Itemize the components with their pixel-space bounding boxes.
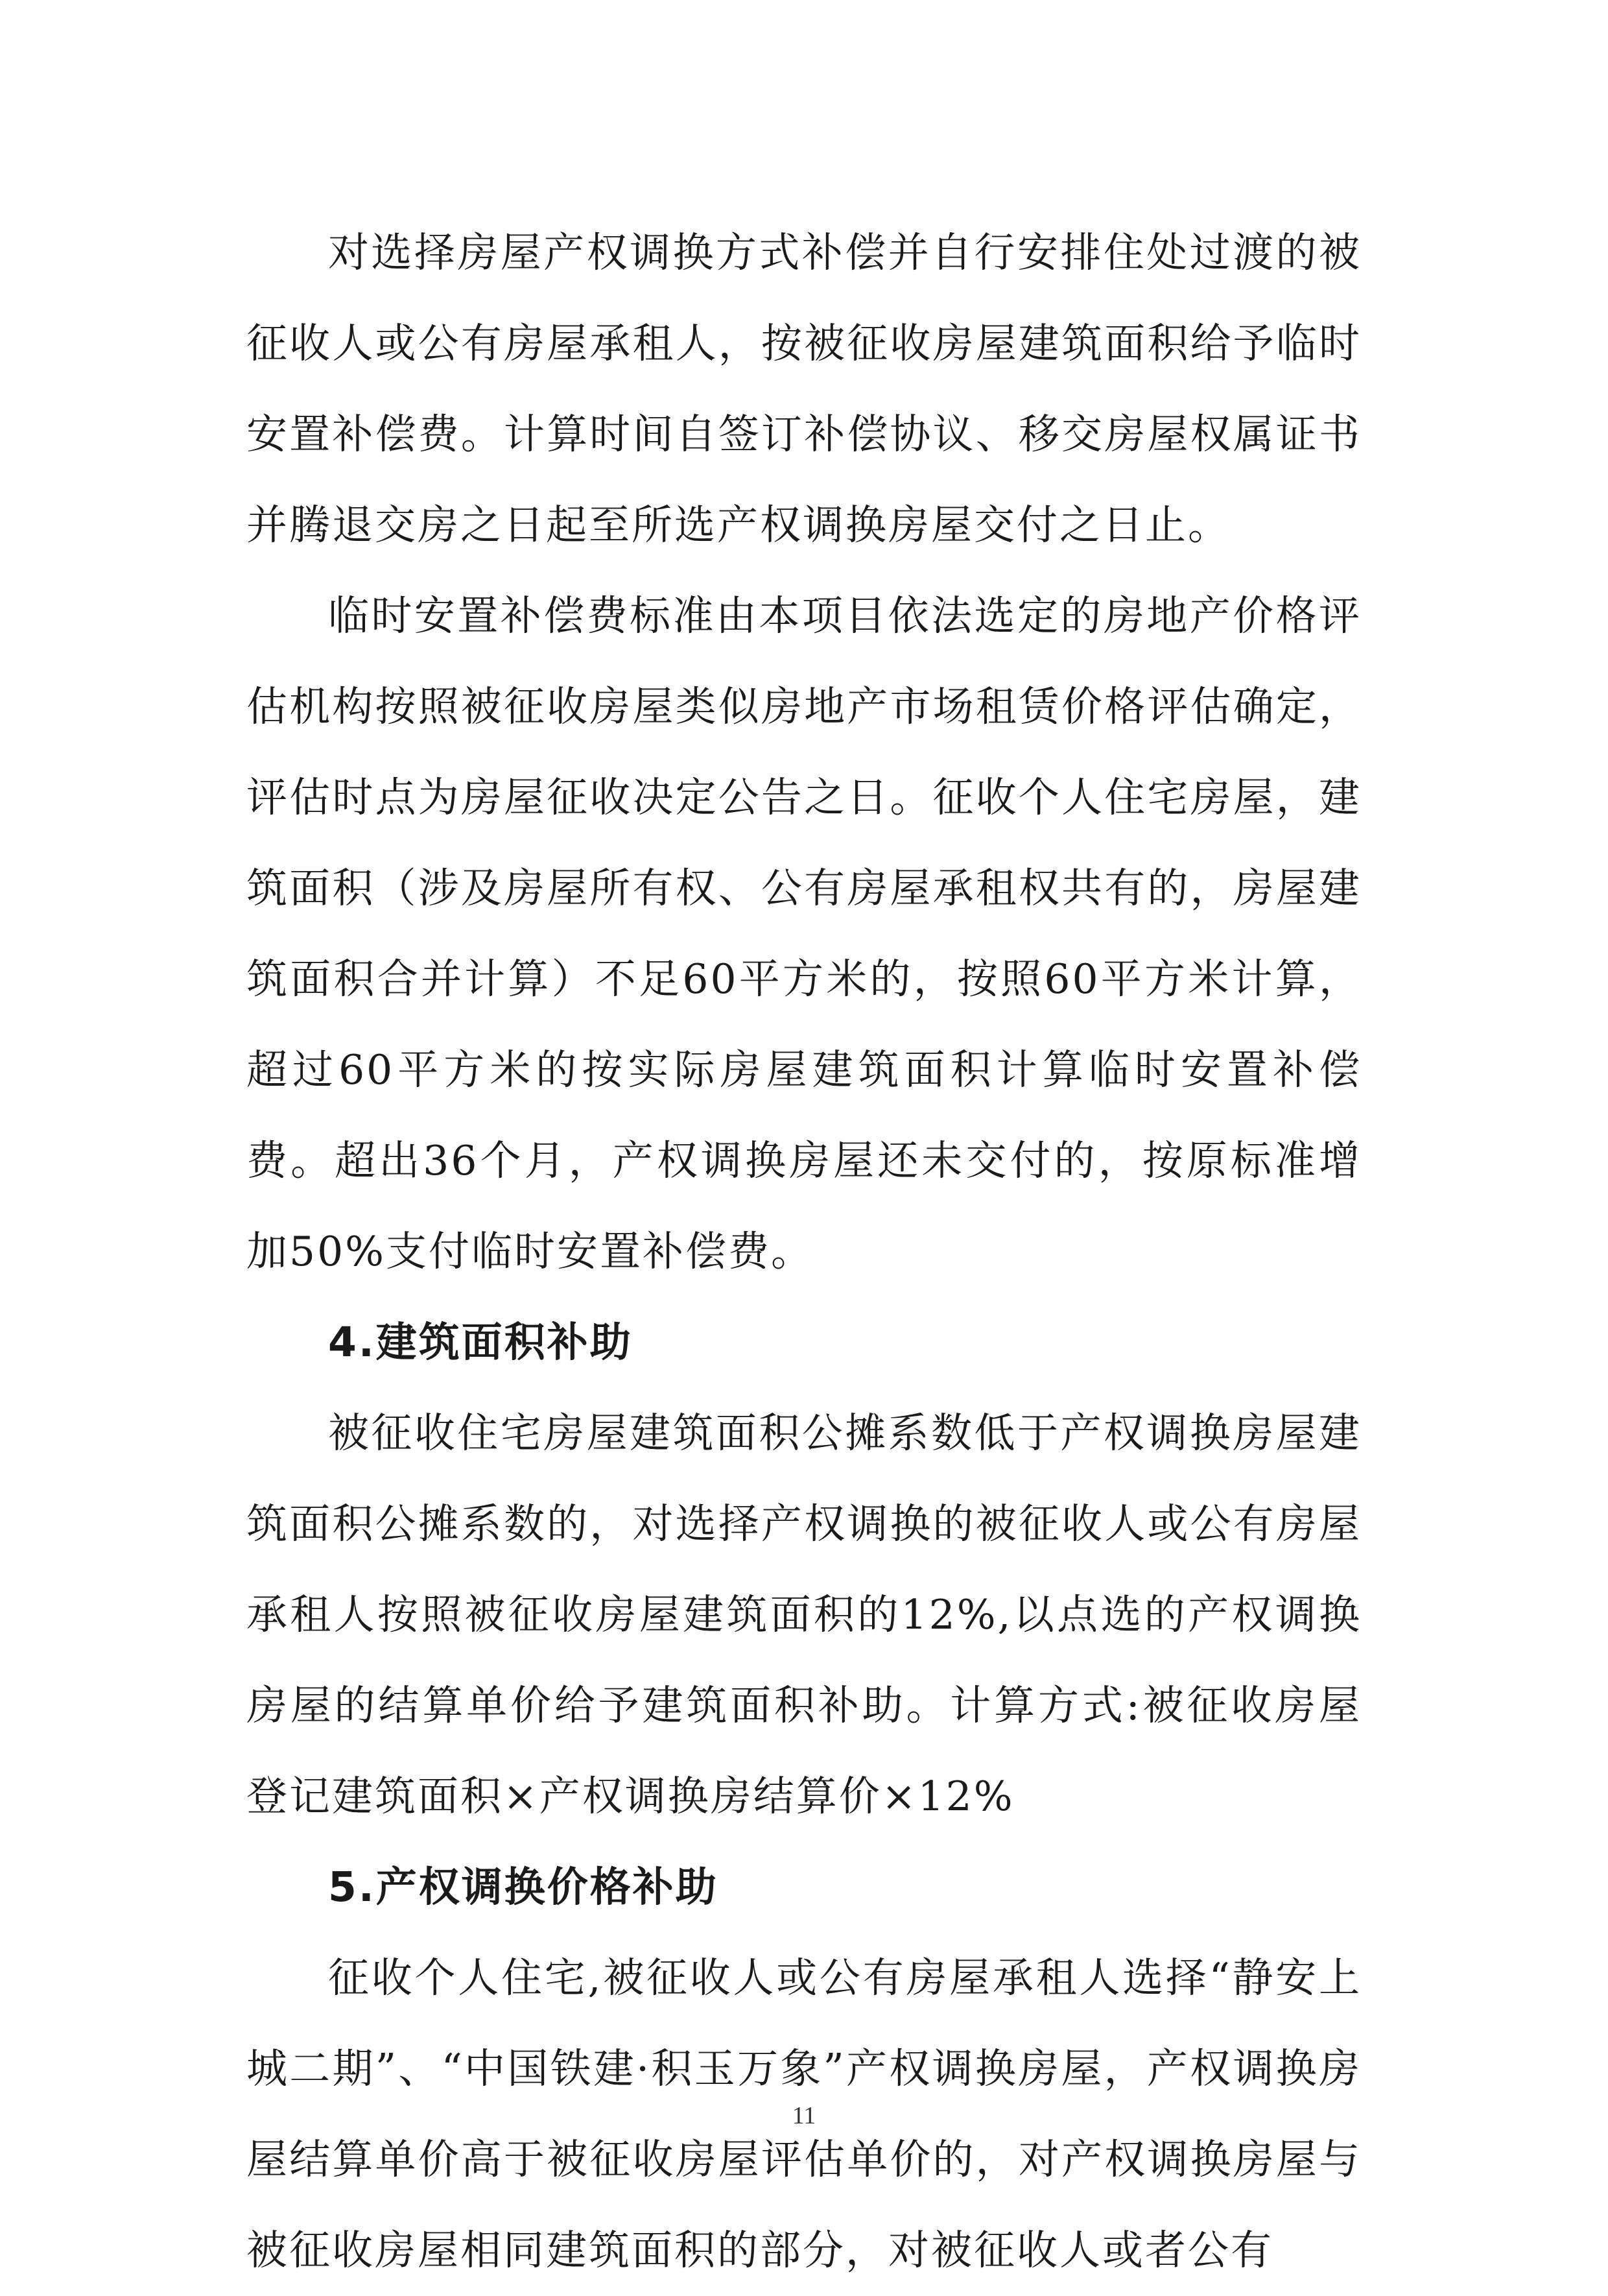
paragraph-price-subsidy: 征收个人住宅,被征收人或公有房屋承租人选择“静安上城二期”、“中国铁建·积玉万象”产权调换房屋，产权调换房屋结算单价高于被征收房屋评估单价的，对产权调换房屋与被征收房屋相同建筑面积的部分，对被征收人或者公有	[246, 1954, 1362, 2274]
paragraph-temporary-relocation-intro: 对选择房屋产权调换方式补偿并自行安排住处过渡的被征收人或公有房屋承租人，按被征收房屋建筑面积给予临时安置补偿费。计算时间自签订补偿协议、移交房屋权属证书并腾退交房之日起至所选产权调换房屋交付之日止。	[246, 229, 1362, 549]
paragraph-temporary-relocation-standard: 临时安置补偿费标准由本项目依法选定的房地产价格评估机构按照被征收房屋类似房地产市场租赁价格评估确定，评估时点为房屋征收决定公告之日。征收个人住宅房屋，建筑面积（涉及房屋所有权、公有房屋承租权共有的，房屋建筑面积合并计算）不足60平方米的，按照60平方米计算，超过60平方米的按实际房屋建筑面积计算临时安置补偿费。超出36个月，产权调换房屋还未交付的，按原标准增加50%支付临时安置补偿费。	[246, 592, 1362, 1275]
document-body	[246, 208, 1362, 2296]
section-heading-area-subsidy: 4.建筑面积补助	[328, 1319, 633, 1366]
page-number: 11	[792, 2102, 816, 2129]
paragraph-area-subsidy: 被征收住宅房屋建筑面积公摊系数低于产权调换房屋建筑面积公摊系数的，对选择产权调换的被征收人或公有房屋承租人按照被征收房屋建筑面积的12%,以点选的产权调换房屋的结算单价给予建筑面积补助。计算方式:被征收房屋登记建筑面积×产权调换房结算价×12%	[246, 1409, 1362, 1820]
section-heading-price-subsidy: 5.产权调换价格补助	[328, 1863, 718, 1911]
